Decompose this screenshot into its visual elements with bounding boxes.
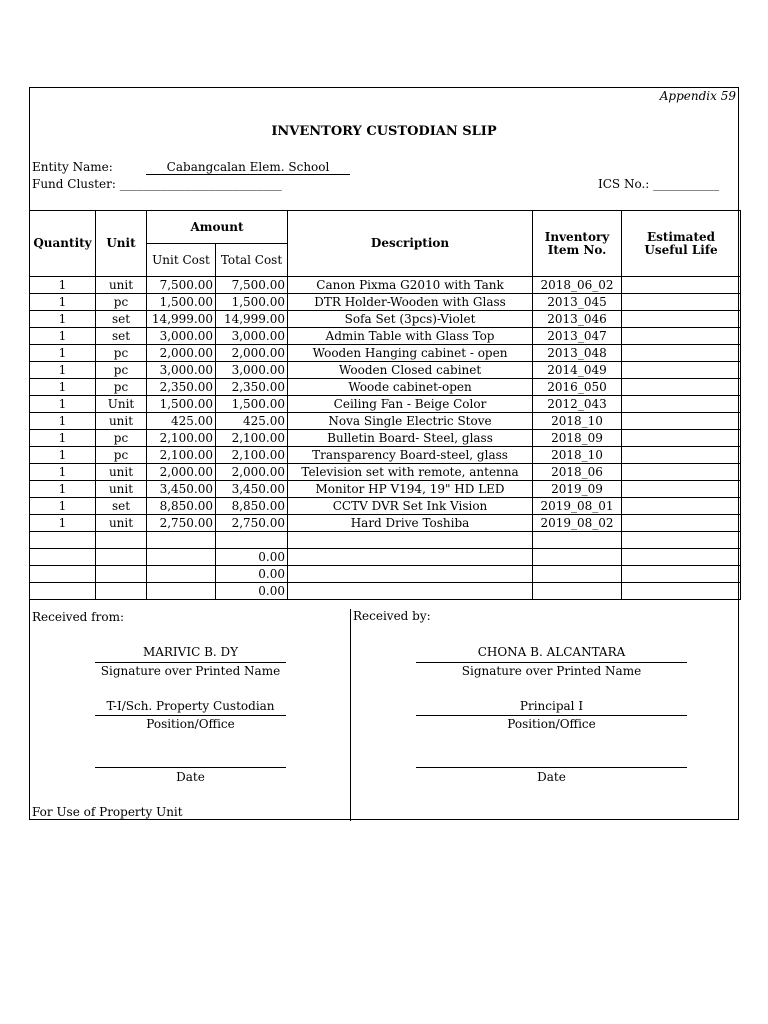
cell-unit: Unit [96, 396, 147, 413]
cell-inventory-item-no [533, 583, 622, 600]
cell-unit: pc [96, 430, 147, 447]
cell-unit: pc [96, 362, 147, 379]
cell-total-cost: 0.00 [216, 566, 288, 583]
cell-unit-cost: 3,000.00 [147, 328, 216, 345]
table-row [30, 345, 741, 362]
table-row [30, 311, 741, 328]
cell-total-cost: 425.00 [216, 413, 288, 430]
cell-description: Nova Single Electric Stove [288, 413, 533, 430]
cell-description [288, 566, 533, 583]
cell-quantity: 1 [30, 447, 96, 464]
table-row [30, 379, 741, 396]
cell-unit: set [96, 498, 147, 515]
cell-total-cost: 0.00 [216, 583, 288, 600]
cell-total-cost: 2,000.00 [216, 345, 288, 362]
cell-unit: pc [96, 379, 147, 396]
cell-description [288, 549, 533, 566]
cell-total-cost: 8,850.00 [216, 498, 288, 515]
cell-useful-life [622, 362, 741, 379]
cell-inventory-item-no: 2014_049 [533, 362, 622, 379]
cell-unit-cost: 3,000.00 [147, 362, 216, 379]
table-row [30, 464, 741, 481]
signature-line [95, 662, 286, 663]
received-by-name: CHONA B. ALCANTARA [477, 645, 626, 659]
cell-unit-cost: 2,000.00 [147, 464, 216, 481]
table-row [30, 447, 741, 464]
cell-quantity: 1 [30, 498, 96, 515]
position-line [95, 715, 286, 716]
cell-useful-life [622, 481, 741, 498]
cell-quantity: 1 [30, 481, 96, 498]
cell-unit-cost: 2,350.00 [147, 379, 216, 396]
date-line [416, 767, 687, 768]
header-inventory-item-no: Inventory Item No. [533, 211, 622, 277]
cell-unit: unit [96, 277, 147, 294]
table-row [30, 413, 741, 430]
cell-inventory-item-no: 2018_10 [533, 447, 622, 464]
cell-inventory-item-no [533, 532, 622, 549]
cell-total-cost: 7,500.00 [216, 277, 288, 294]
table-row [30, 498, 741, 515]
cell-unit-cost: 8,850.00 [147, 498, 216, 515]
header-amount: Amount [147, 211, 288, 244]
cell-unit: unit [96, 481, 147, 498]
cell-useful-life [622, 396, 741, 413]
table-row [30, 396, 741, 413]
table-row [30, 532, 741, 549]
cell-total-cost: 2,000.00 [216, 464, 288, 481]
cell-quantity: 1 [30, 413, 96, 430]
cell-description [288, 583, 533, 600]
cell-quantity [30, 583, 96, 600]
cell-quantity: 1 [30, 328, 96, 345]
cell-quantity: 1 [30, 345, 96, 362]
cell-quantity: 1 [30, 294, 96, 311]
cell-inventory-item-no: 2018_06 [533, 464, 622, 481]
cell-quantity: 1 [30, 311, 96, 328]
cell-total-cost [216, 532, 288, 549]
cell-quantity [30, 549, 96, 566]
inventory-table [29, 210, 741, 600]
cell-description: Ceiling Fan - Beige Color [288, 396, 533, 413]
cell-total-cost: 2,100.00 [216, 447, 288, 464]
cell-inventory-item-no: 2018_09 [533, 430, 622, 447]
cell-useful-life [622, 464, 741, 481]
cell-inventory-item-no [533, 566, 622, 583]
cell-unit [96, 549, 147, 566]
cell-unit-cost: 425.00 [147, 413, 216, 430]
cell-unit: unit [96, 464, 147, 481]
inventory-rows [30, 277, 741, 600]
cell-unit-cost: 14,999.00 [147, 311, 216, 328]
ics-number-field: ICS No.: ___________ [598, 177, 720, 191]
cell-unit [96, 566, 147, 583]
fund-cluster-field: Fund Cluster: ___________________________ [32, 177, 282, 191]
cell-description: Wooden Hanging cabinet - open [288, 345, 533, 362]
cell-unit: set [96, 328, 147, 345]
cell-unit-cost: 2,100.00 [147, 447, 216, 464]
cell-description: Bulletin Board- Steel, glass [288, 430, 533, 447]
cell-unit-cost: 1,500.00 [147, 396, 216, 413]
cell-quantity: 1 [30, 362, 96, 379]
table-row [30, 277, 741, 294]
header-quantity: Quantity [30, 211, 96, 277]
received-by-position: Principal I [519, 699, 584, 713]
cell-useful-life [622, 447, 741, 464]
cell-unit-cost: 2,000.00 [147, 345, 216, 362]
cell-quantity: 1 [30, 379, 96, 396]
cell-description: Monitor HP V194, 19" HD LED [288, 481, 533, 498]
received-from-label: Received from: [32, 610, 124, 624]
cell-useful-life [622, 294, 741, 311]
header-useful-life: Estimated Useful Life [622, 211, 741, 277]
cell-inventory-item-no: 2016_050 [533, 379, 622, 396]
cell-total-cost: 3,000.00 [216, 328, 288, 345]
property-unit-label: For Use of Property Unit [32, 805, 183, 819]
cell-description: Woode cabinet-open [288, 379, 533, 396]
cell-description: DTR Holder-Wooden with Glass [288, 294, 533, 311]
header-unit-cost: Unit Cost [147, 244, 216, 277]
header-unit: Unit [96, 211, 147, 277]
cell-inventory-item-no: 2013_048 [533, 345, 622, 362]
cell-unit: pc [96, 294, 147, 311]
cell-total-cost: 2,750.00 [216, 515, 288, 532]
received-by-name-caption: Signature over Printed Name [461, 664, 642, 678]
cell-useful-life [622, 515, 741, 532]
cell-useful-life [622, 328, 741, 345]
cell-unit: pc [96, 345, 147, 362]
entity-name-value: Cabangcalan Elem. School [146, 160, 350, 175]
received-from-name: MARIVIC B. DY [142, 645, 239, 659]
cell-useful-life [622, 549, 741, 566]
cell-useful-life [622, 532, 741, 549]
cell-unit [96, 532, 147, 549]
cell-inventory-item-no: 2013_045 [533, 294, 622, 311]
cell-total-cost: 0.00 [216, 549, 288, 566]
cell-useful-life [622, 498, 741, 515]
cell-description: Television set with remote, antenna [288, 464, 533, 481]
cell-useful-life [622, 277, 741, 294]
cell-quantity: 1 [30, 464, 96, 481]
received-from-name-caption: Signature over Printed Name [100, 664, 281, 678]
cell-unit-cost [147, 566, 216, 583]
received-by-position-caption: Position/Office [507, 717, 596, 731]
received-by-label: Received by: [353, 609, 431, 623]
cell-unit-cost [147, 583, 216, 600]
cell-inventory-item-no: 2012_043 [533, 396, 622, 413]
cell-quantity: 1 [30, 430, 96, 447]
signature-line [416, 662, 687, 663]
cell-description: Canon Pixma G2010 with Tank [288, 277, 533, 294]
cell-total-cost: 1,500.00 [216, 294, 288, 311]
cell-unit-cost: 2,750.00 [147, 515, 216, 532]
table-row [30, 515, 741, 532]
cell-total-cost: 3,000.00 [216, 362, 288, 379]
cell-inventory-item-no: 2013_046 [533, 311, 622, 328]
table-row [30, 549, 741, 566]
cell-useful-life [622, 583, 741, 600]
cell-inventory-item-no: 2018_06_02 [533, 277, 622, 294]
cell-inventory-item-no: 2018_10 [533, 413, 622, 430]
position-line [416, 715, 687, 716]
cell-inventory-item-no: 2019_08_01 [533, 498, 622, 515]
cell-useful-life [622, 379, 741, 396]
cell-total-cost: 14,999.00 [216, 311, 288, 328]
cell-quantity [30, 532, 96, 549]
table-row [30, 566, 741, 583]
received-from-position-caption: Position/Office [146, 717, 235, 731]
table-row [30, 328, 741, 345]
cell-inventory-item-no: 2019_09 [533, 481, 622, 498]
cell-unit: set [96, 311, 147, 328]
table-row [30, 294, 741, 311]
cell-quantity: 1 [30, 396, 96, 413]
cell-useful-life [622, 345, 741, 362]
cell-unit [96, 583, 147, 600]
received-from-date-caption: Date [176, 770, 205, 784]
cell-description: CCTV DVR Set Ink Vision [288, 498, 533, 515]
table-row [30, 481, 741, 498]
cell-description [288, 532, 533, 549]
header-description: Description [288, 211, 533, 277]
cell-unit-cost [147, 549, 216, 566]
header-total-cost: Total Cost [216, 244, 288, 277]
cell-unit-cost [147, 532, 216, 549]
cell-unit-cost: 2,100.00 [147, 430, 216, 447]
cell-useful-life [622, 311, 741, 328]
cell-unit: unit [96, 413, 147, 430]
cell-useful-life [622, 430, 741, 447]
cell-total-cost: 2,100.00 [216, 430, 288, 447]
received-from-position: T-I/Sch. Property Custodian [106, 699, 275, 713]
form-title: INVENTORY CUSTODIAN SLIP [271, 124, 497, 139]
cell-useful-life [622, 566, 741, 583]
cell-total-cost: 3,450.00 [216, 481, 288, 498]
cell-total-cost: 2,350.00 [216, 379, 288, 396]
cell-description: Admin Table with Glass Top [288, 328, 533, 345]
cell-description: Wooden Closed cabinet [288, 362, 533, 379]
cell-unit-cost: 1,500.00 [147, 294, 216, 311]
entity-name-label: Entity Name: [32, 160, 113, 174]
cell-unit-cost: 3,450.00 [147, 481, 216, 498]
cell-unit-cost: 7,500.00 [147, 277, 216, 294]
cell-unit: unit [96, 515, 147, 532]
table-row [30, 583, 741, 600]
table-row [30, 430, 741, 447]
cell-quantity: 1 [30, 277, 96, 294]
cell-inventory-item-no: 2019_08_02 [533, 515, 622, 532]
cell-description: Transparency Board-steel, glass [288, 447, 533, 464]
cell-description: Sofa Set (3pcs)-Violet [288, 311, 533, 328]
inventory-custodian-slip [29, 87, 739, 820]
cell-total-cost: 1,500.00 [216, 396, 288, 413]
cell-quantity: 1 [30, 515, 96, 532]
cell-unit: pc [96, 447, 147, 464]
table-row [30, 362, 741, 379]
cell-description: Hard Drive Toshiba [288, 515, 533, 532]
cell-inventory-item-no: 2013_047 [533, 328, 622, 345]
cell-quantity [30, 566, 96, 583]
date-line [95, 767, 286, 768]
received-by-date-caption: Date [537, 770, 566, 784]
cell-inventory-item-no [533, 549, 622, 566]
signature-divider [350, 609, 351, 821]
cell-useful-life [622, 413, 741, 430]
appendix-label: Appendix 59 [659, 89, 736, 103]
